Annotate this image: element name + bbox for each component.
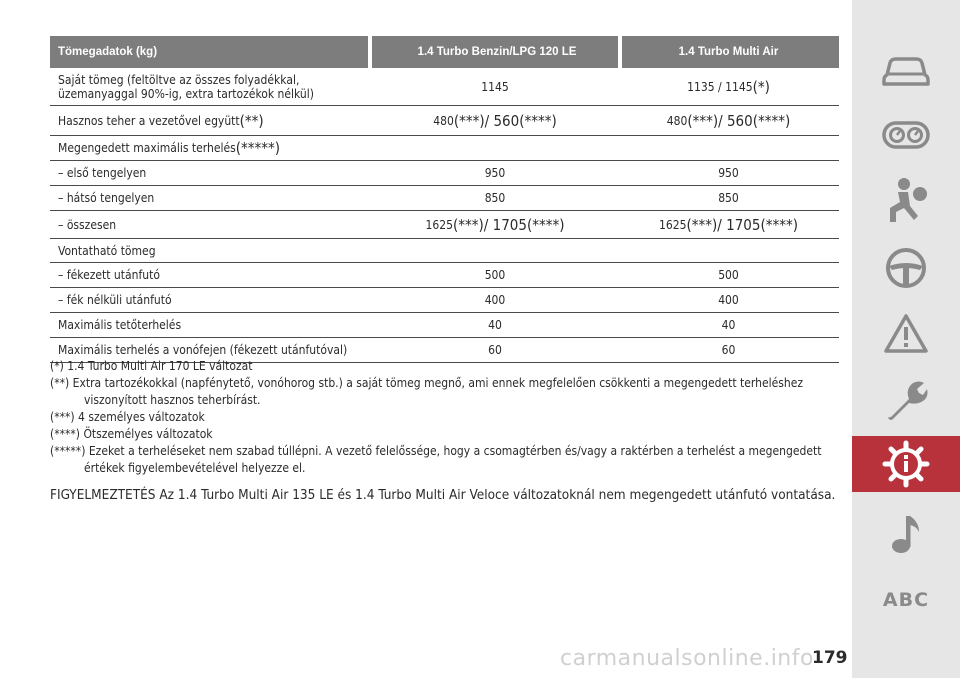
row-label: Saját tömeg (feltöltve az összes folyadékkal, üzemanyaggal 90%-ig, extra tartozékok nélkül) [58, 72, 314, 101]
value-multiair: 40 [721, 318, 736, 332]
spec-table [50, 68, 839, 363]
row-label: – hátsó tengelyen [58, 191, 155, 205]
table-row [50, 313, 839, 338]
header-multiair: 1.4 Turbo Multi Air [618, 36, 839, 68]
wrench-icon [883, 377, 929, 423]
footnote: (*) 1.4 Turbo Multi Air 170 LE változat [50, 359, 253, 373]
value-multiair: 480 (***) / 560 (****) [666, 111, 791, 130]
value-lpg: 400 [484, 293, 506, 307]
value-multiair: 850 [718, 191, 739, 205]
dashboard-icon [881, 120, 931, 150]
table-row [50, 68, 839, 106]
chapter-sidebar [852, 0, 960, 678]
technical-data-icon [882, 440, 930, 488]
nav-driving[interactable] [852, 240, 960, 296]
warning-text: FIGYELMEZTETÉS Az 1.4 Turbo Multi Air 135 LE és 1.4 Turbo Multi Air Veloce változatoknál nem megengedett utánfutó vontatása. [50, 487, 836, 503]
table-row [50, 239, 839, 263]
table-row [50, 186, 839, 211]
header-lpg: 1.4 Turbo Benzin/LPG 120 LE [372, 36, 622, 68]
nav-technical-data[interactable] [852, 436, 960, 492]
nav-warning[interactable] [852, 306, 960, 362]
footnote: (**) Extra tartozékokkal (napfénytető, vonóhorog stb.) a saját tömeg megnő, ami ennek megfelelően csökkenti a megengedett terheléshez viszonyított hasznos teherbírást. [50, 376, 804, 407]
value-multiair: 500 [718, 268, 739, 282]
row-label: – fékezett utánfutó [58, 268, 160, 282]
value-lpg: 500 [484, 268, 506, 282]
value-multiair: 950 [718, 166, 739, 180]
nav-dashboard[interactable] [852, 107, 960, 163]
nav-maintenance[interactable] [852, 372, 960, 428]
nav-index[interactable] [852, 572, 960, 628]
value-lpg: 1145 [481, 79, 509, 94]
row-label: – első tengelyen [58, 166, 147, 180]
table-row [50, 136, 839, 161]
value-multiair: 1625 (***) / 1705 (****) [659, 215, 798, 234]
index-label: ABC [882, 589, 930, 611]
value-lpg: 1625 (***) / 1705 (****) [425, 215, 565, 234]
music-note-icon [889, 512, 923, 556]
steering-wheel-icon [884, 246, 928, 290]
nav-safety[interactable] [852, 172, 960, 228]
row-label: Maximális terhelés a vonófejen (fékezett utánfutóval) [58, 343, 348, 357]
table-row [50, 263, 839, 288]
header-weights: Tömegadatok (kg) [50, 36, 368, 68]
nav-car[interactable] [852, 42, 960, 98]
row-label: Maximális tetőterhelés [58, 318, 182, 332]
row-label: – fék nélküli utánfutó [58, 293, 172, 307]
row-label: – összesen [58, 217, 117, 232]
value-lpg: 60 [488, 343, 502, 357]
footnote: (*****) Ezeket a terheléseket nem szabad túllépni. A vezető felelőssége, hogy a csomagtérben és/vagy a raktérben a terhelést a megengedett értékek figyelembevételével helyezze el. [50, 444, 822, 475]
watermark: carmanualsonline.info [560, 646, 814, 671]
table-row [50, 211, 839, 239]
value-lpg: 850 [484, 191, 506, 205]
table-row [50, 288, 839, 313]
row-label: Megengedett maximális terhelés (*****) [58, 139, 281, 157]
table-row [50, 106, 839, 136]
table-row [50, 161, 839, 186]
value-lpg: 480 (***) / 560 (****) [433, 111, 557, 130]
footnote: (***) 4 személyes változatok [50, 410, 205, 424]
row-label: Hasznos teher a vezetővel együtt (**) [58, 111, 264, 130]
value-multiair: 1135 / 1145 (*) [687, 77, 770, 96]
row-label: Vontatható tömeg [58, 243, 156, 258]
footnotes [50, 358, 840, 477]
table-header [50, 36, 839, 68]
airbag-icon [884, 176, 928, 224]
nav-multimedia[interactable] [852, 506, 960, 562]
value-multiair: 60 [721, 343, 736, 357]
page-number: 179 [812, 648, 848, 668]
warning-triangle-icon [883, 313, 929, 355]
car-icon [881, 53, 931, 87]
value-multiair: 400 [718, 293, 739, 307]
footnote: (****) Ötszemélyes változatok [50, 427, 213, 441]
value-lpg: 950 [484, 166, 506, 180]
value-lpg: 40 [488, 318, 502, 332]
